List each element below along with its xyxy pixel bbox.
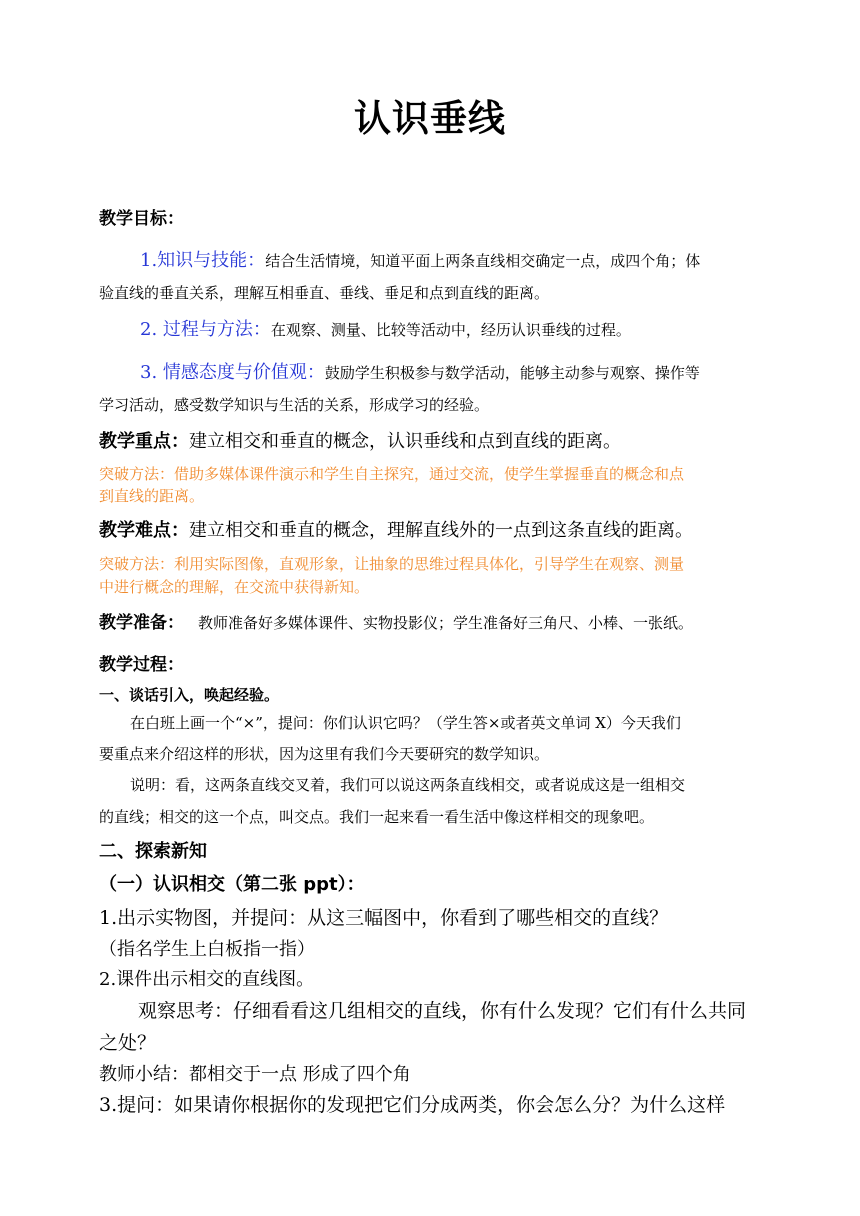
question-1-note: （指名学生上白板指一指） [99,939,315,960]
question-2: 2.课件出示相交的直线图。 [99,969,315,990]
question-1: 1.出示实物图，并提问：从这三幅图中，你看到了哪些相交的直线？ [99,907,669,929]
section-1-para2-line1: 说明：看，这两条直线交叉着，我们可以说这两条直线相交，或者说成这是一组相交 [130,776,686,794]
observe-line1: 观察思考：仔细看看这几组相交的直线，你有什么发现？它们有什么共同 [138,1000,747,1022]
key-point-method-line1: 突破方法：借助多媒体课件演示和学生自主探究，通过交流，使学生掌握垂直的概念和点 [99,465,685,483]
objective-1-text: 结合生活情境，知道平面上两条直线相交确定一点，成四个角；体 [265,252,701,270]
difficulty [99,516,693,542]
question-3: 3.提问：如果请你根据你的发现把它们分成两类，你会怎么分？为什么这样 [99,1094,726,1116]
key-point-method-line2: 到直线的距离。 [99,487,205,505]
section-2-sub1: （一）认识相交（第二张 ppt）： [99,874,365,895]
key-point [99,427,621,453]
objective-2-text: 在观察、测量、比较等活动中，经历认识垂线的过程。 [270,321,631,339]
objective-1-line2: 验直线的垂直关系，理解互相垂直、垂线、垂足和点到直线的距离。 [99,284,550,302]
objective-1-line1 [140,246,700,272]
section-1-para1-line1: 在白班上画一个“×”，提问：你们认识它吗？（学生答×或者英文单词 X）今天我们 [130,714,681,732]
preparation-text: 教师准备好多媒体课件、实物投影仪；学生准备好三角尺、小棒、一张纸。 [198,614,694,632]
objective-3-line1 [140,358,700,384]
difficulty-method-line1: 突破方法：利用实际图像，直观形象，让抽象的思维过程具体化，引导学生在观察、测量 [99,555,685,573]
difficulty-text: 建立相交和垂直的概念，理解直线外的一点到这条直线的距离。 [189,520,693,541]
objective-2-label: 2. 过程与方法： [140,319,271,340]
section-1-para2-line2: 的直线；相交的这一个点，叫交点。我们一起来看一看生活中像这样相交的现象吧。 [99,808,655,826]
observe-line2: 之处？ [99,1032,157,1054]
preparation-label: 教学准备： [99,613,184,633]
section-1-para1-line2: 要重点来介绍这样的形状，因为这里有我们今天要研究的数学知识。 [99,745,550,763]
teacher-summary: 教师小结：都相交于一点 形成了四个角 [99,1064,411,1085]
objective-1-label: 1.知识与技能： [140,250,266,271]
objective-3-text: 鼓励学生积极参与数学活动，能够主动参与观察、操作等 [324,364,700,382]
key-point-label: 教学重点： [99,431,189,452]
section-1-title: 一、谈话引入，唤起经验。 [99,686,280,704]
difficulty-method-line2: 中进行概念的理解，在交流中获得新知。 [99,578,370,596]
process-heading: 教学过程： [99,655,184,675]
key-point-text: 建立相交和垂直的概念，认识垂线和点到直线的距离。 [189,431,621,452]
objective-2 [140,315,631,341]
section-2-title: 二、探索新知 [99,841,207,862]
objective-3-line2: 学习活动，感受数学知识与生活的关系，形成学习的经验。 [99,396,490,414]
objectives-heading: 教学目标： [99,209,184,229]
objective-3-label: 3. 情感态度与价值观： [140,362,325,383]
preparation [99,608,693,633]
difficulty-label: 教学难点： [99,520,189,541]
page-title: 认识垂线 [354,97,506,140]
